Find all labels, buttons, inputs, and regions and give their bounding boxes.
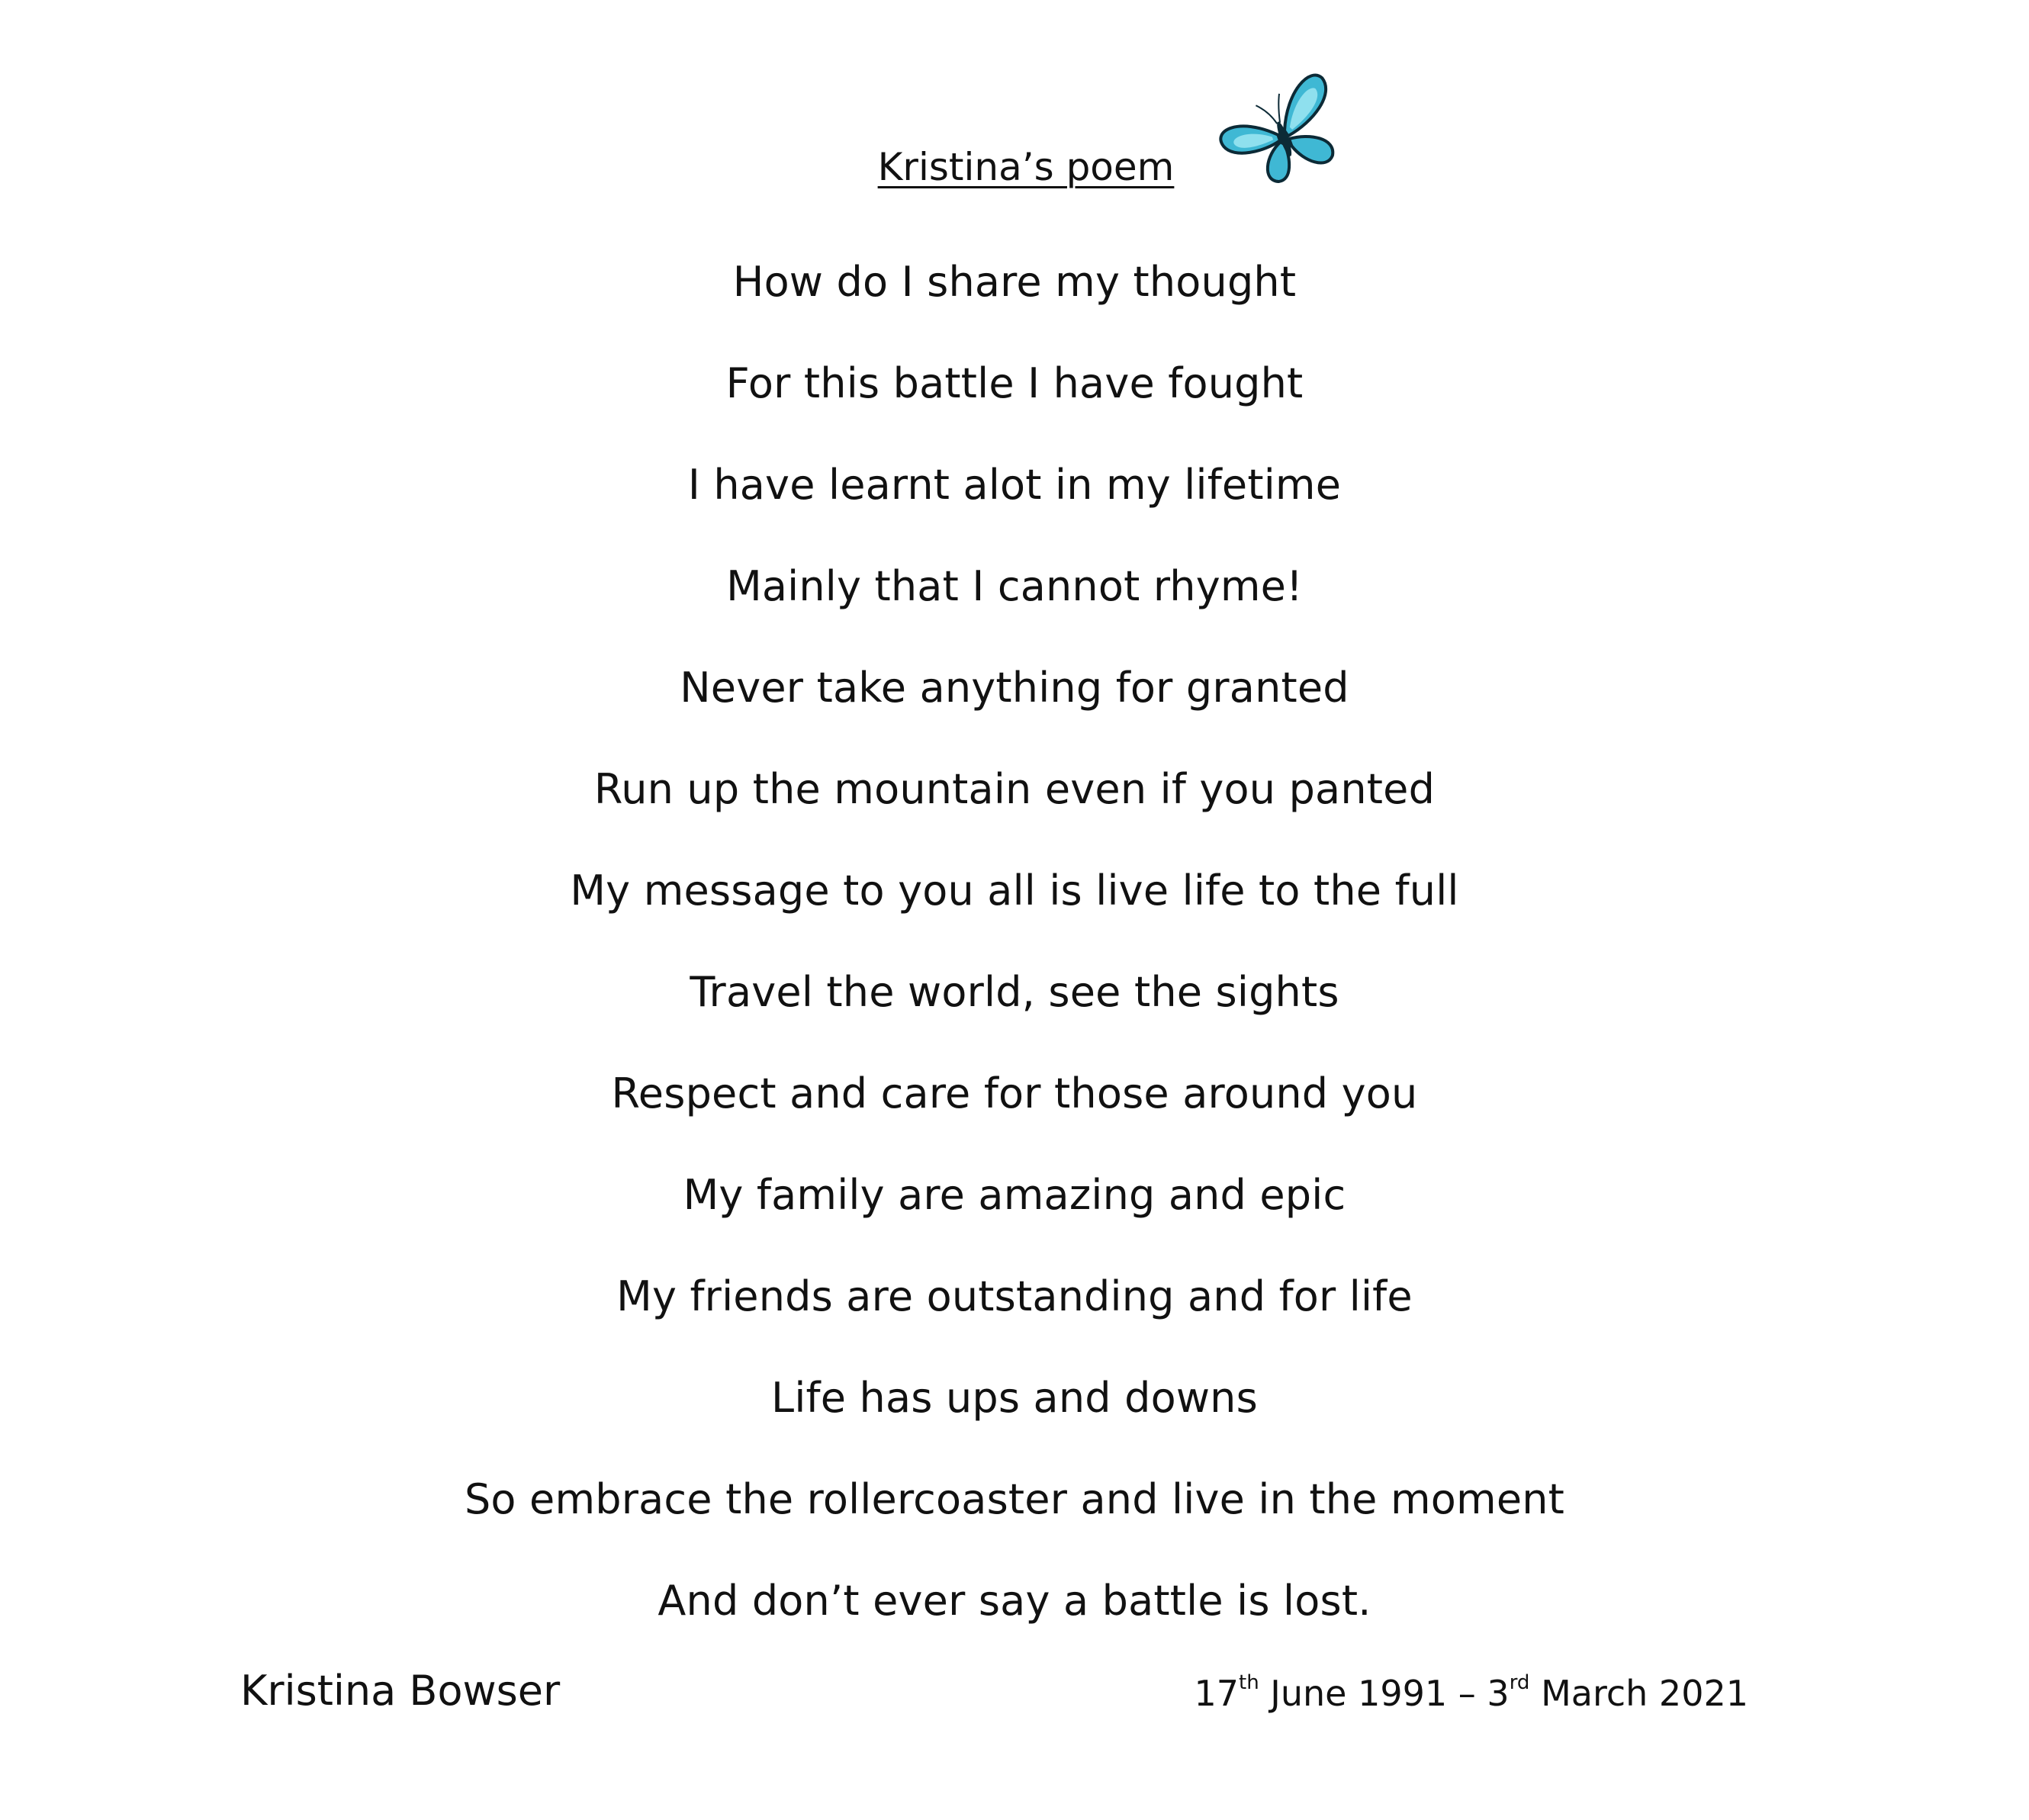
birth-day: 17 bbox=[1194, 1673, 1239, 1714]
poem-footer bbox=[0, 1667, 2029, 1728]
poem-line: My friends are outstanding and for life bbox=[616, 1272, 1413, 1320]
poem-line: Travel the world, see the sights bbox=[690, 968, 1339, 1016]
title-row bbox=[0, 145, 2029, 189]
poem-line: My family are amazing and epic bbox=[683, 1171, 1346, 1219]
poem-lines bbox=[0, 252, 2029, 1672]
poem-line: Mainly that I cannot rhyme! bbox=[726, 562, 1303, 610]
author-name: Kristina Bowser bbox=[240, 1667, 561, 1715]
death-day-suffix: rd bbox=[1509, 1671, 1530, 1694]
poem-line: Never take anything for granted bbox=[680, 664, 1349, 712]
death-day: 3 bbox=[1487, 1673, 1510, 1714]
poem-line: And don’t ever say a battle is lost. bbox=[658, 1577, 1371, 1625]
birth-rest: June 1991 – bbox=[1259, 1673, 1487, 1714]
poem-line: How do I share my thought bbox=[732, 258, 1297, 306]
birth-day-suffix: th bbox=[1239, 1671, 1259, 1694]
poem-line: So embrace the rollercoaster and live in the moment bbox=[464, 1475, 1565, 1523]
poem-line: My message to you all is live life to the full bbox=[570, 867, 1459, 915]
poem-line: Run up the mountain even if you panted bbox=[593, 765, 1436, 813]
poem-line: Respect and care for those around you bbox=[611, 1069, 1418, 1117]
poem-line: Life has ups and downs bbox=[771, 1374, 1258, 1422]
death-rest: March 2021 bbox=[1529, 1673, 1748, 1714]
poem-line: I have learnt alot in my lifetime bbox=[687, 461, 1342, 509]
poem-title: Kristina’s poem bbox=[877, 145, 1175, 189]
life-dates bbox=[1194, 1673, 1748, 1714]
poem-line: For this battle I have fought bbox=[725, 359, 1304, 407]
